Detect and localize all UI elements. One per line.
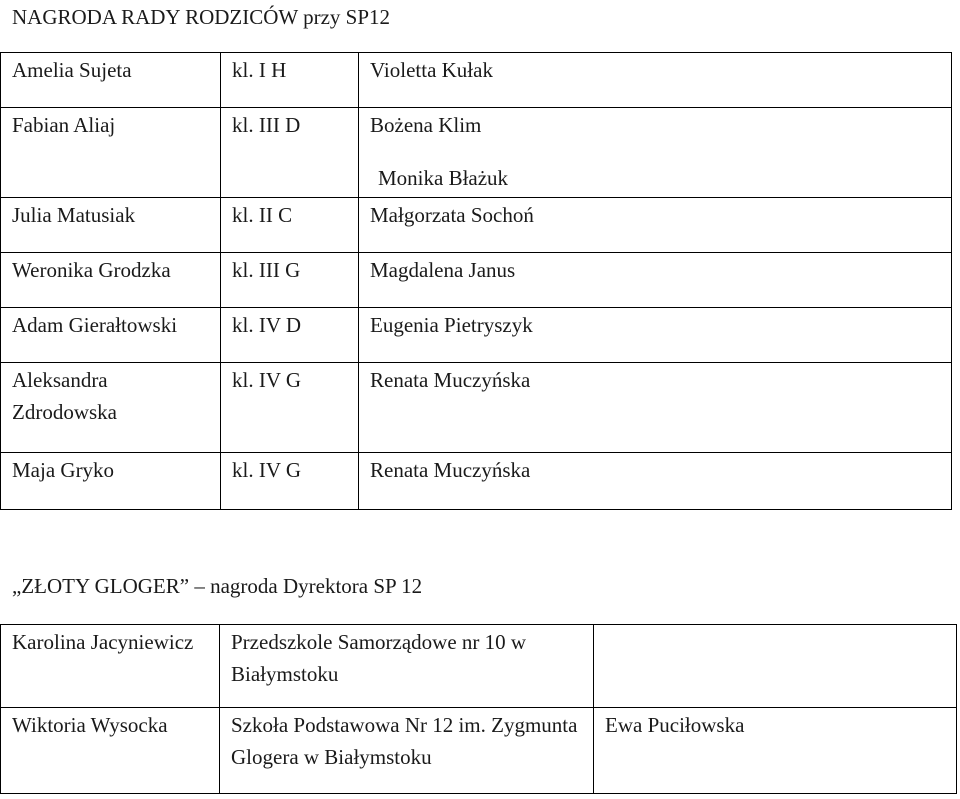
school-name: Szkoła Podstawowa Nr 12 im. Zygmunta Glogera w Białymstoku: [220, 708, 594, 794]
teacher-name: Violetta Kułak: [359, 53, 952, 108]
teacher-name: Małgorzata Sochoń: [359, 198, 952, 253]
teacher-names: [359, 108, 952, 198]
class-label: kl. IV D: [221, 308, 359, 363]
class-label: kl. II C: [221, 198, 359, 253]
student-name: Maja Gryko: [1, 453, 221, 510]
table-row: [1, 108, 952, 198]
teacher-name: Magdalena Janus: [359, 253, 952, 308]
table-row: [1, 453, 952, 510]
teacher-name: Ewa Puciłowska: [594, 708, 957, 794]
class-label: kl. III G: [221, 253, 359, 308]
class-label: kl. IV G: [221, 363, 359, 453]
section-title-rada-rodzicow: NAGRODA RADY RODZICÓW przy SP12: [12, 5, 391, 29]
table-row: [1, 198, 952, 253]
awards-table-zloty-gloger: [0, 624, 957, 794]
table-row: [1, 708, 957, 794]
student-name: Aleksandra Zdrodowska: [1, 363, 221, 453]
table-row: [1, 363, 952, 453]
table-row: [1, 253, 952, 308]
class-label: kl. IV G: [221, 453, 359, 510]
teacher-name: [594, 625, 957, 708]
student-name: Fabian Aliaj: [1, 108, 221, 198]
student-name: Wiktoria Wysocka: [1, 708, 220, 794]
student-name: Karolina Jacyniewicz: [1, 625, 220, 708]
teacher-name-secondary: Monika Błażuk: [378, 166, 509, 190]
table-row: [1, 308, 952, 363]
school-name: Przedszkole Samorządowe nr 10 w Białymstoku: [220, 625, 594, 708]
teacher-name: Eugenia Pietryszyk: [359, 308, 952, 363]
table-row: [1, 625, 957, 708]
teacher-name: Bożena Klim: [370, 113, 482, 137]
section-title-zloty-gloger: „ZŁOTY GLOGER” – nagroda Dyrektora SP 12: [12, 574, 423, 598]
table-row: [1, 53, 952, 108]
awards-table-rada-rodzicow: [0, 52, 952, 510]
teacher-name: Renata Muczyńska: [359, 453, 952, 510]
student-name: Weronika Grodzka: [1, 253, 221, 308]
teacher-name: Renata Muczyńska: [359, 363, 952, 453]
class-label: kl. I H: [221, 53, 359, 108]
student-name: Julia Matusiak: [1, 198, 221, 253]
student-name: Amelia Sujeta: [1, 53, 221, 108]
student-name: Adam Gierałtowski: [1, 308, 221, 363]
class-label: kl. III D: [221, 108, 359, 198]
